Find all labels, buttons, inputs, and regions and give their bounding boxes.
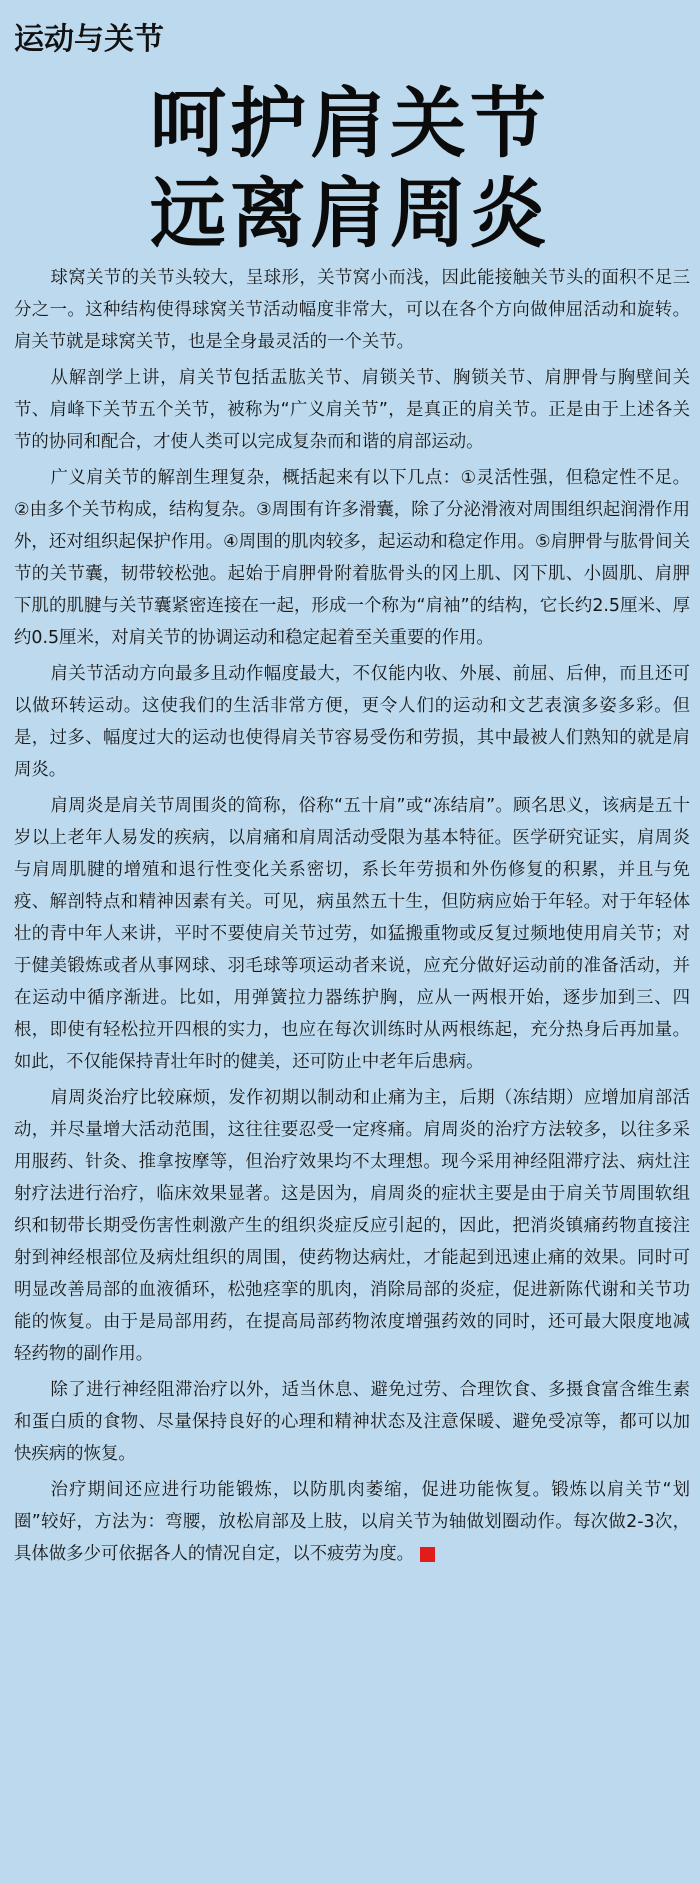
paragraph: 肩周炎治疗比较麻烦，发作初期以制动和止痛为主，后期（冻结期）应增加肩部活动，并尽量增大活动范围，这往往要忍受一定疼痛。肩周炎的治疗方法较多，以往多采用服药、针灸、推拿按摩等，但治疗效果均不太理想。现今采用神经阻滞疗法、病灶注射疗法进行治疗，临床效果显著。这是因为，肩周炎的症状主要是由于肩关节周围软组织和韧带长期受伤害性刺激产生的组织炎症反应引起的，因此，把消炎镇痛药物直接注射到神经根部位及病灶组织的周围，使药物达病灶，才能起到迅速止痛的效果。同时可明显改善局部的血液循环，松弛痉挛的肌肉，消除局部的炎症，促进新陈代谢和关节功能的恢复。由于是局部用药，在提高局部药物浓度增强药效的同时，还可最大限度地减轻药物的副作用。 [14,1088,690,1364]
column-label: 运动与关节 [14,22,164,57]
end-of-article-mark-icon [420,1547,435,1562]
article-body [14,262,690,1574]
paragraph: 广义肩关节的解剖生理复杂，概括起来有以下几点：①灵活性强，但稳定性不足。②由多个关节构成，结构复杂。③周围有许多滑囊，除了分泌滑液对周围组织起润滑作用外，还对组织起保护作用。④周围的肌肉较多，起运动和稳定作用。⑤肩胛骨与肱骨间关节的关节囊，韧带较松弛。起始于肩胛骨附着肱骨头的冈上肌、冈下肌、小圆肌、肩胛下肌的肌腱与关节囊紧密连接在一起，形成一个称为“肩袖”的结构，它长约2.5厘米、厚约0.5厘米，对肩关节的协调运动和稳定起着至关重要的作用。 [14,468,690,648]
paragraph: 肩关节活动方向最多且动作幅度最大，不仅能内收、外展、前屈、后伸，而且还可以做环转运动。这使我们的生活非常方便，更令人们的运动和文艺表演多姿多彩。但是，过多、幅度过大的运动也使得肩关节容易受伤和劳损，其中最被人们熟知的就是肩周炎。 [14,664,690,780]
last-paragraph-text: 治疗期间还应进行功能锻炼，以防肌肉萎缩，促进功能恢复。锻炼以肩关节“划圈”较好，方法为：弯腰，放松肩部及上肢，以肩关节为轴做划圈动作。每次做2-3次，具体做多少可依据各人的情况自定，以不疲劳为度。 [14,1480,690,1564]
headline-line-1: 呵护肩关节 [150,79,550,168]
paragraph: 从解剖学上讲，肩关节包括盂肱关节、肩锁关节、胸锁关节、肩胛骨与胸壁间关节、肩峰下关节五个关节，被称为“广义肩关节”，是真正的肩关节。正是由于上述各关节的协同和配合，才使人类可以完成复杂而和谐的肩部运动。 [14,368,690,452]
paragraph-last [14,1474,690,1570]
paragraph: 肩周炎是肩关节周围炎的简称，俗称“五十肩”或“冻结肩”。顾名思义，该病是五十岁以上老年人易发的疾病，以肩痛和肩周活动受限为基本特征。医学研究证实，肩周炎与肩周肌腱的增殖和退行性变化关系密切，系长年劳损和外伤修复的积累，并且与免疫、解剖特点和精神因素有关。可见，病虽然五十生，但防病应始于年轻。对于年轻体壮的青中年人来讲，平时不要使肩关节过劳，如猛搬重物或反复过频地使用肩关节；对于健美锻炼或者从事网球、羽毛球等项运动者来说，应充分做好运动前的准备活动，并在运动中循序渐进。比如，用弹簧拉力器练护胸，应从一两根开始，逐步加到三、四根，即使有轻松拉开四根的实力，也应在每次训练时从两根练起，充分热身后再加量。如此，不仅能保持青壮年时的健美，还可防止中老年后患病。 [14,796,690,1072]
headline-line-2: 远离肩周炎 [150,169,550,258]
paragraph: 球窝关节的关节头较大，呈球形，关节窝小而浅，因此能接触关节头的面积不足三分之一。这种结构使得球窝关节活动幅度非常大，可以在各个方向做伸屈活动和旋转。肩关节就是球窝关节，也是全身最灵活的一个关节。 [14,268,690,352]
paragraph: 除了进行神经阻滞治疗以外，适当休息、避免过劳、合理饮食、多摄食富含维生素和蛋白质的食物、尽量保持良好的心理和精神状态及注意保暖、避免受凉等，都可以加快疾病的恢复。 [14,1380,690,1464]
